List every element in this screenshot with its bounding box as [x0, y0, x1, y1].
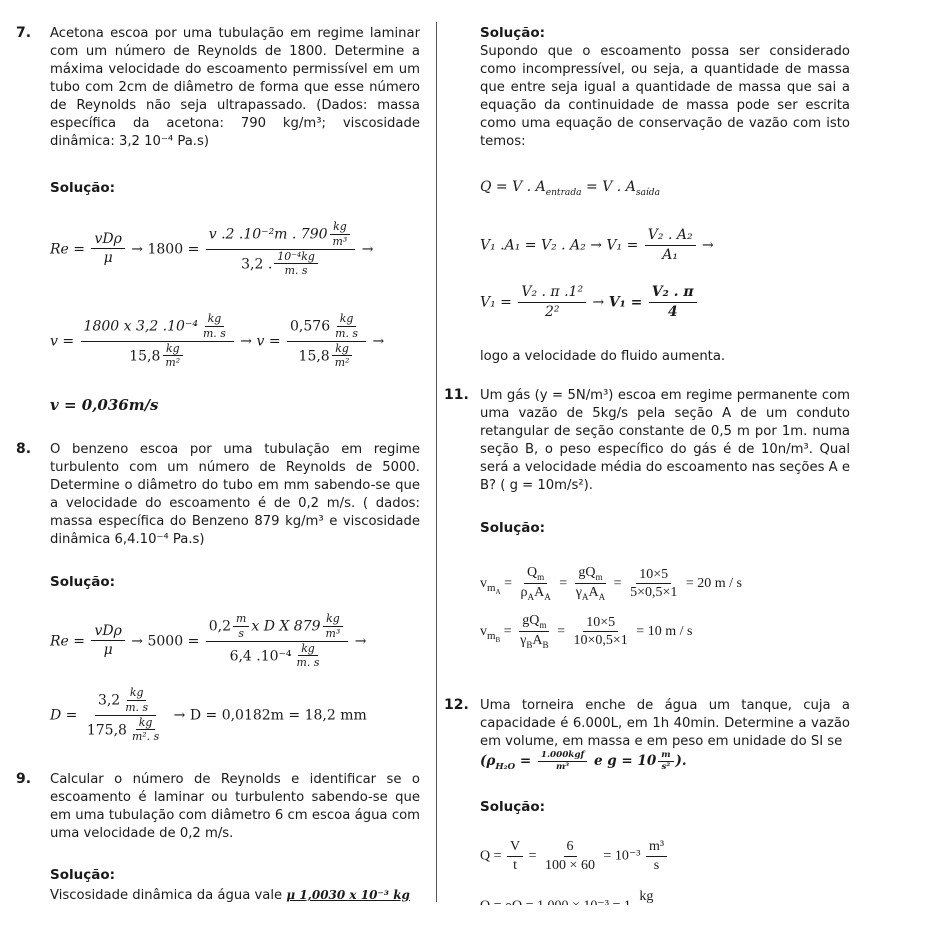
d: γ — [575, 585, 582, 601]
question-7-solution-label: Solução: — [50, 180, 116, 196]
frac-2 — [573, 564, 608, 604]
den-text: 3,2 . — [241, 256, 273, 273]
eq-lhs: D = — [50, 707, 78, 724]
arrow: → — [592, 294, 605, 311]
eq-lhs: Re = — [50, 633, 86, 650]
unit-den: m² — [334, 356, 350, 370]
n-sub: m — [537, 571, 545, 582]
d-b-sub: B — [542, 639, 549, 650]
n: gQ — [522, 613, 540, 628]
question-9-text: Calcular o número de Reynolds e identificar se o escoamento é laminar ou turbulento sabendo-se que em uma tubulação com diâmetro 6 cm escoa água com uma velocidade de 0,2 m/s. — [50, 772, 420, 841]
d: s — [653, 857, 660, 873]
den-unit-den: m. s — [284, 264, 308, 278]
question-10-conclusion: logo a velocidade do fluido aumenta. — [480, 349, 726, 364]
velocity-fraction-2 — [287, 312, 366, 371]
column-divider — [436, 22, 437, 902]
den-text: 6,4 .10⁻⁴ — [229, 648, 292, 665]
frac-num: V₂ . π — [649, 284, 697, 303]
question-8-text: O benzeno escoa por uma tubulação em regime turbulento com um número de Reynolds de 5000. Determine o diâmetro do tubo em mm sabendo-se que a velocidade do escoamento é de 0,2 m/s. ( dados: massa específica do Benzeno 879 kg/m³ e viscosidade dinâmica 6,4.10⁻⁴ Pa.s) — [50, 442, 420, 547]
d-b-sub: A — [598, 591, 606, 602]
eq-lhs: v = — [50, 333, 75, 350]
eq-part: Q = V . A — [480, 179, 546, 195]
question-7-velocity-equation — [50, 312, 384, 371]
den-unit-num: 10⁻⁴kg — [274, 250, 318, 265]
unit-num: kg — [323, 612, 343, 627]
frac-3 — [627, 566, 680, 603]
unit-den: s — [238, 626, 244, 640]
unit-num: kg — [205, 312, 225, 327]
d-sub: B — [526, 639, 533, 650]
eq-lhs: V₁ = — [480, 294, 512, 311]
n: kg — [636, 888, 656, 907]
eq-value: 1800 = — [147, 241, 200, 258]
question-9-viscosity-line — [50, 886, 430, 905]
eq-mid: = V . A — [586, 179, 636, 195]
unit-num: kg — [127, 686, 147, 701]
unit-num: kg — [332, 342, 352, 357]
unit-den: m. s — [125, 700, 149, 714]
page-bottom-margin — [0, 905, 926, 926]
velocity-fraction — [81, 312, 234, 371]
d: s² — [661, 761, 671, 772]
d-sub: A — [581, 591, 589, 602]
question-12-number: 12. — [444, 697, 469, 713]
main-fraction — [206, 220, 356, 279]
velocity-fraction — [518, 284, 586, 321]
question-10-continuity-equation — [480, 227, 714, 264]
arrow: → — [131, 633, 144, 650]
d: m³ — [556, 761, 570, 772]
num-text: 3,2 — [97, 692, 121, 709]
d: γ — [520, 633, 527, 649]
unit-num: kg — [298, 642, 318, 657]
unit-den: m. s — [335, 326, 358, 340]
question-11-velocity-b-equation: $v_{m_B}$ = $\frac{gQ_m}{\gamma_BA_B}$ = $\frac{10\times 5}{10\times 0,5\times 1}$ = 10 m / s — [480, 613, 693, 650]
n: m³ — [646, 838, 667, 857]
eq-result: = 20 m / s — [685, 576, 742, 592]
n: 6 — [564, 838, 577, 857]
continuity-fraction — [645, 227, 696, 264]
frac-num: V₂ . π .1² — [518, 284, 586, 303]
frac-num: vDρ — [91, 623, 124, 642]
d-b: A — [588, 585, 599, 601]
velocity-fraction-2 — [649, 284, 697, 321]
d: ρ — [520, 585, 528, 601]
eq-lhs: Re = — [50, 241, 86, 258]
unit-num: kg — [330, 220, 350, 235]
d-b: A — [534, 585, 545, 601]
frac-den: 2² — [544, 303, 560, 320]
density-fraction — [538, 750, 587, 773]
eq-value: 5000 = — [147, 633, 200, 650]
question-12-solution-label: Solução: — [480, 799, 546, 815]
question-9-number: 9. — [16, 771, 32, 787]
n: 10×5 — [636, 566, 671, 585]
question-10-solution-label: Solução: — [480, 25, 546, 41]
eq-lhs: Q = — [480, 848, 502, 864]
eq-lhs: v — [480, 624, 487, 640]
question-8-solution-label: Solução: — [50, 574, 116, 590]
frac-1 — [517, 612, 551, 652]
eq-lhs-2: V₁ = — [608, 294, 643, 311]
n: 1.000kgf — [538, 750, 587, 762]
question-10-solution-text: Supondo que o escoamento possa ser considerado como incompressível, ou seja, a quantidade de massa que entre seja igual a quantidade de massa que sai a equação da continuidade de massa pode ser escrita como uma equação de conservação de vazão com isto temos: — [480, 44, 850, 149]
eq-mid: = 10⁻³ — [603, 848, 641, 864]
question-11-text: Um gás (y = 5N/m³) escoa em regime permanente com uma vazão de 5kg/s pela seção A de um conduto retangular de seção constante de 0,5 m por 1m. numa seção B, o peso específico do gás é de 10n/m³. Qual será a velocidade média do escoamento nas seções A e B? ( g = 10m/s²). — [480, 388, 850, 493]
question-11-solution-label: Solução: — [480, 520, 546, 536]
frac-num: V₂ . A₂ — [645, 227, 696, 246]
unit-num: kg — [337, 312, 357, 327]
question-7-answer: v = 0,036m/s — [50, 396, 159, 414]
frac-den: A₁ — [662, 246, 679, 263]
g-unit-fraction — [658, 750, 673, 773]
d: 10×0,5×1 — [573, 633, 628, 649]
line-text: Viscosidade dinâmica da água vale — [50, 888, 283, 903]
question-11-velocity-a-equation: $v_{m_A}$ = $\frac{Q_m}{\rho_AA_A}$ = $\frac{gQ_m}{\gamma_AA_A}$ = $\frac{10\times 5}{5\times 0,5\times 1}$ = 20 m / s — [480, 565, 742, 602]
unit-fraction — [646, 838, 667, 875]
question-7-number: 7. — [16, 25, 32, 41]
question-8-diameter-equation — [50, 686, 367, 745]
arrow: → — [361, 241, 374, 258]
rho: (ρ — [480, 753, 496, 770]
question-12-text: Uma torneira enche de água um tanque, cuja a capacidade é 6.000L, em 1h 40min. Determine a vazão em volume, em massa e em peso em unidade do SI se — [480, 698, 850, 749]
line-math: μ 1,0030 x 10⁻³ kg — [286, 888, 410, 902]
question-9-solution-label: Solução: — [50, 867, 116, 883]
frac-den: μ — [103, 642, 113, 659]
question-8-reynolds-equation — [50, 612, 366, 671]
frac-2 — [571, 614, 631, 651]
eq-subsub: B — [495, 636, 501, 645]
frac-1 — [507, 838, 523, 875]
g-value: e g = 10 — [593, 753, 657, 770]
d-b: A — [532, 633, 543, 649]
num-b: x D X 879 — [251, 618, 321, 635]
arrow: → — [702, 237, 714, 254]
reynolds-fraction — [91, 623, 124, 660]
unit-num: m — [233, 612, 249, 627]
question-10-flow-equation — [480, 179, 660, 198]
eq-sub: m — [487, 581, 496, 594]
unit-den: m. s — [202, 326, 226, 340]
frac-num: vDρ — [91, 231, 124, 250]
n: Q — [527, 565, 538, 580]
eq-sub: saída — [635, 187, 661, 198]
n-sub: m — [595, 571, 603, 582]
question-11-number: 11. — [444, 387, 469, 403]
frac-den: μ — [103, 250, 113, 267]
unit-den: m³ — [325, 626, 341, 640]
question-7-reynolds-equation — [50, 220, 373, 279]
eq-part: V₁ .A₁ = V₂ . A₂ → V₁ = — [480, 237, 639, 254]
n: gQ — [578, 565, 596, 580]
main-fraction — [206, 612, 349, 671]
eq-subsub: A — [495, 588, 501, 597]
den-text: 15,8 — [298, 348, 330, 365]
eq-lhs: v — [480, 576, 487, 592]
d: t — [513, 857, 518, 873]
unit-num: kg — [136, 716, 156, 731]
question-7-text: Acetona escoa por uma tubulação em regime laminar com um número de Reynolds de 1800. Determine a máxima velocidade do escoamento permissível em um tubo com 2cm de diâmetro de forma que esse número de Reynolds não seja ultrapassado. (Dados: massa específica da acetona: 790 kg/m³; viscosidade dinâmica: 3,2 10⁻⁴ Pa.s) — [50, 26, 420, 149]
eq-mid: → v = — [240, 333, 281, 350]
num-a: 0,2 — [208, 618, 232, 635]
unit-den: m². s — [131, 730, 160, 744]
eq-sub: entrada — [545, 187, 582, 198]
d-sub: A — [527, 591, 535, 602]
n: V — [507, 838, 523, 857]
arrow: → — [354, 633, 367, 650]
reynolds-fraction — [91, 231, 124, 268]
n: 10×5 — [583, 614, 618, 633]
diameter-fraction — [84, 686, 167, 745]
unit-den: m. s — [296, 656, 320, 670]
d-b-sub: A — [544, 591, 551, 602]
rho-sub: H₂O — [495, 761, 516, 772]
arrow: → — [372, 333, 385, 350]
frac-1 — [518, 564, 554, 604]
end: ). — [675, 753, 687, 770]
question-12-volume-flow-equation: Q = $\frac{V}{t}$ = $\frac{6}{100 \times 60}$ = 10⁻³ $\frac{\text{m³}}{s}$ — [480, 838, 669, 875]
question-10-velocity-equation — [480, 284, 699, 321]
eq-sub: m — [487, 629, 496, 642]
d: 100 × 60 — [545, 857, 595, 873]
question-12-conditions — [480, 750, 687, 773]
eq-result: → D = 0,0182m = 18,2 mm — [173, 707, 367, 724]
frac-2 — [542, 838, 598, 875]
unit-num: kg — [163, 342, 183, 357]
question-8-number: 8. — [16, 441, 32, 457]
num-text: v .2 .10⁻²m . 790 — [208, 226, 328, 243]
num-text: 0,576 — [290, 318, 331, 335]
unit-den: m³ — [332, 234, 348, 248]
frac-den: 4 — [667, 303, 678, 320]
eq: = — [519, 753, 532, 770]
num-text: 1800 x 3,2 .10⁻⁴ — [83, 318, 198, 335]
unit-den: m² — [165, 356, 181, 370]
n-sub: m — [539, 619, 547, 630]
den-text: 15,8 — [129, 348, 161, 365]
n: m — [658, 750, 673, 762]
d: 5×0,5×1 — [630, 585, 678, 601]
den-text: 175,8 — [86, 722, 127, 739]
arrow: → — [131, 241, 144, 258]
eq-result: = 10 m / s — [636, 624, 693, 640]
